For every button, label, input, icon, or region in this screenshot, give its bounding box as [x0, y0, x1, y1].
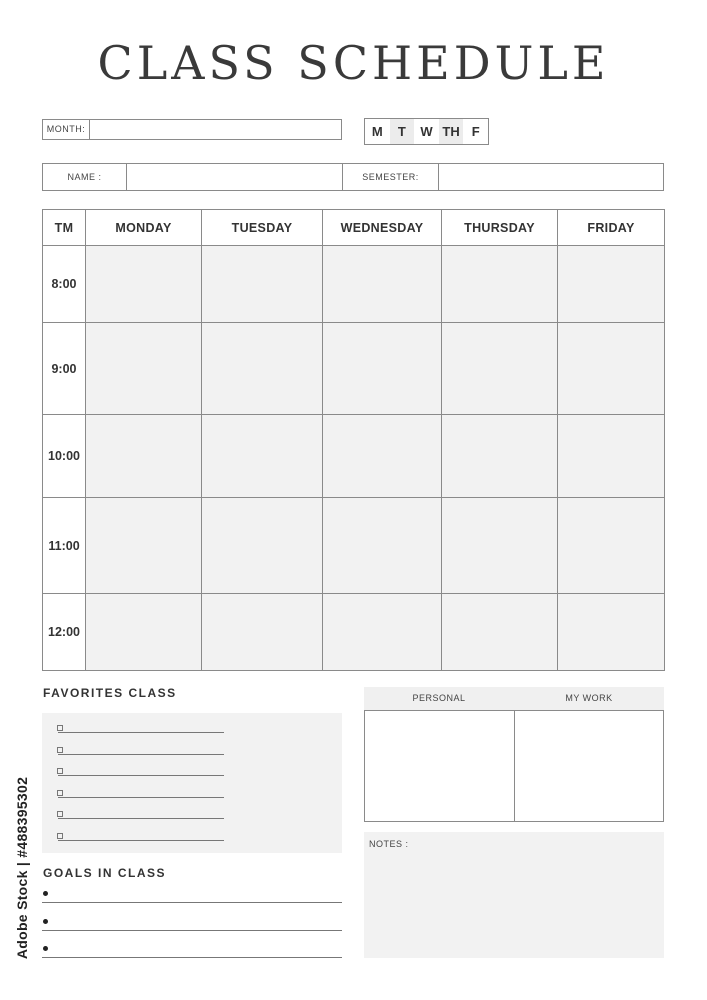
- time-slot: 11:00: [43, 498, 86, 594]
- goal-line[interactable]: [42, 902, 342, 903]
- favorite-checkbox[interactable]: [57, 768, 63, 774]
- schedule-cell[interactable]: [323, 246, 442, 323]
- personal-label: PERSONAL: [412, 693, 466, 703]
- favorite-checkbox[interactable]: [57, 811, 63, 817]
- time-slot: 8:00: [43, 246, 86, 323]
- schedule-cell[interactable]: [202, 246, 323, 323]
- schedule-cell[interactable]: [558, 415, 665, 498]
- goals-title: GOALS IN CLASS: [43, 866, 167, 880]
- goal-bullet: [43, 891, 48, 896]
- semester-label: SEMESTER:: [343, 164, 439, 190]
- favorite-checkbox[interactable]: [57, 833, 63, 839]
- schedule-cell[interactable]: [442, 498, 558, 594]
- schedule-cell[interactable]: [442, 415, 558, 498]
- notes-label: NOTES :: [369, 839, 409, 849]
- name-semester-row: [42, 163, 664, 191]
- time-header: TM: [43, 210, 86, 246]
- goal-line[interactable]: [42, 957, 342, 958]
- day-f[interactable]: F: [471, 124, 480, 139]
- time-slot: 12:00: [43, 594, 86, 671]
- schedule-cell[interactable]: [86, 498, 202, 594]
- personal-mywork-header: [364, 687, 664, 710]
- schedule-cell[interactable]: [442, 323, 558, 415]
- favorite-line[interactable]: [58, 840, 224, 841]
- goal-bullet: [43, 946, 48, 951]
- day-header-monday: MONDAY: [86, 210, 202, 246]
- day-header-friday: FRIDAY: [558, 210, 665, 246]
- favorite-line[interactable]: [58, 818, 224, 819]
- month-field[interactable]: [42, 119, 342, 140]
- day-t[interactable]: T: [390, 119, 415, 144]
- month-label: MONTH:: [43, 120, 90, 139]
- schedule-cell[interactable]: [86, 246, 202, 323]
- time-slot: 9:00: [43, 323, 86, 415]
- schedule-cell[interactable]: [323, 415, 442, 498]
- favorite-line[interactable]: [58, 797, 224, 798]
- favorites-panel: [42, 713, 342, 853]
- favorite-checkbox[interactable]: [57, 725, 63, 731]
- schedule-cell[interactable]: [323, 498, 442, 594]
- schedule-cell[interactable]: [442, 594, 558, 671]
- schedule-cell[interactable]: [558, 323, 665, 415]
- schedule-cell[interactable]: [558, 594, 665, 671]
- schedule-cell[interactable]: [86, 415, 202, 498]
- schedule-cell[interactable]: [202, 323, 323, 415]
- name-field[interactable]: [127, 164, 343, 190]
- schedule-cell[interactable]: [202, 498, 323, 594]
- personal-mywork-body: [364, 710, 664, 822]
- watermark-text: Adobe Stock | #488395302: [14, 776, 30, 960]
- watermark: [2, 758, 42, 978]
- goal-bullet: [43, 919, 48, 924]
- schedule-cell[interactable]: [558, 498, 665, 594]
- schedule-cell[interactable]: [558, 246, 665, 323]
- schedule-cell[interactable]: [86, 323, 202, 415]
- favorite-line[interactable]: [58, 775, 224, 776]
- day-header-wednesday: WEDNESDAY: [323, 210, 442, 246]
- schedule-cell[interactable]: [442, 246, 558, 323]
- day-header-tuesday: TUESDAY: [202, 210, 323, 246]
- personal-area[interactable]: [365, 711, 515, 821]
- day-m[interactable]: M: [371, 124, 383, 139]
- schedule-cell[interactable]: [323, 323, 442, 415]
- time-slot: 10:00: [43, 415, 86, 498]
- mywork-area[interactable]: [515, 711, 664, 821]
- name-label: NAME :: [43, 164, 127, 190]
- day-th[interactable]: TH: [439, 119, 464, 144]
- favorite-checkbox[interactable]: [57, 790, 63, 796]
- schedule-cell[interactable]: [323, 594, 442, 671]
- goal-line[interactable]: [42, 930, 342, 931]
- favorite-checkbox[interactable]: [57, 747, 63, 753]
- day-header-thursday: THURSDAY: [442, 210, 558, 246]
- page-title: CLASS SCHEDULE: [97, 36, 610, 90]
- schedule-cell[interactable]: [86, 594, 202, 671]
- semester-field[interactable]: [439, 164, 663, 190]
- schedule-cell[interactable]: [202, 415, 323, 498]
- mywork-label: MY WORK: [565, 693, 613, 703]
- favorite-line[interactable]: [58, 754, 224, 755]
- notes-area[interactable]: [364, 832, 664, 958]
- day-selector: [364, 118, 489, 145]
- favorites-title: FAVORITES CLASS: [43, 686, 177, 700]
- schedule-cell[interactable]: [202, 594, 323, 671]
- favorite-line[interactable]: [58, 732, 224, 733]
- day-w[interactable]: W: [420, 124, 433, 139]
- schedule-table: [42, 209, 665, 671]
